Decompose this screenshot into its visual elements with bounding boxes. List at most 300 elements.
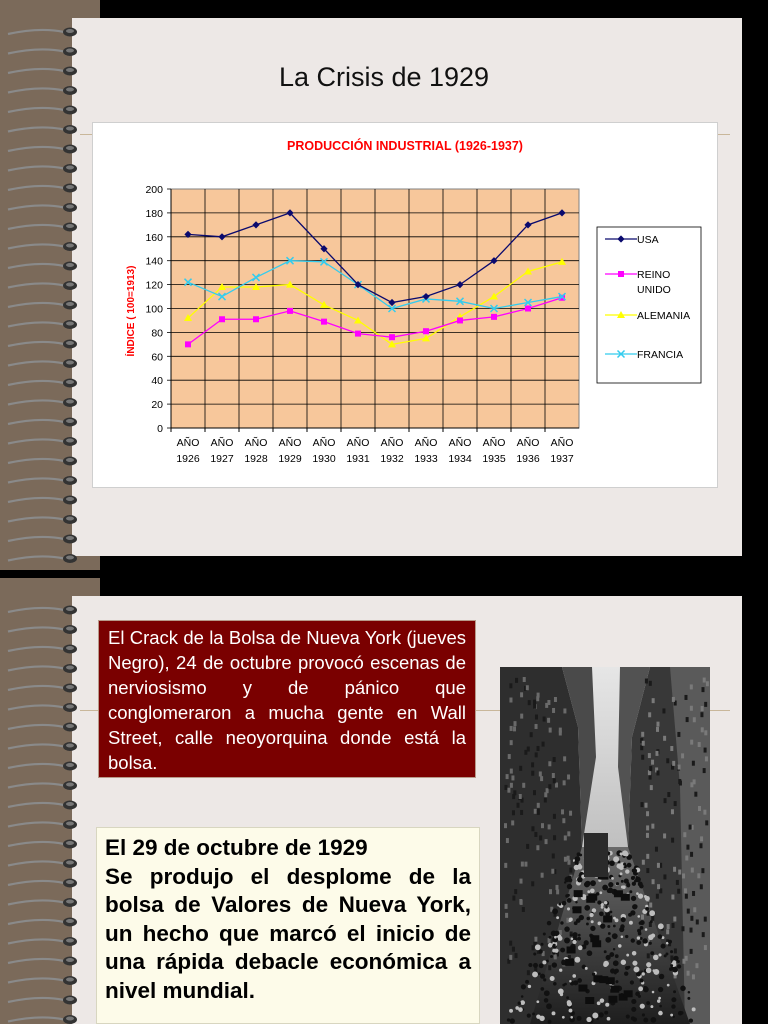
crowd-figure: [586, 917, 590, 921]
crowd-figure: [668, 940, 672, 944]
crowd-figure: [621, 936, 624, 939]
ring-hole-highlight: [66, 646, 74, 650]
building-window: [520, 692, 523, 697]
ring-hole-highlight: [66, 939, 74, 943]
crowd-figure: [539, 1016, 544, 1021]
ring-hole-highlight: [66, 958, 74, 962]
crowd-figure: [584, 905, 590, 911]
ring-hole-highlight: [66, 763, 74, 767]
crowd-figure: [621, 917, 626, 922]
crowd-figure: [631, 896, 636, 901]
ring-hole-highlight: [66, 146, 74, 150]
building-window: [640, 745, 643, 750]
building-window: [519, 899, 522, 904]
crowd-figure: [629, 890, 632, 893]
spiral-ring: [8, 322, 64, 326]
crowd-figure: [658, 934, 663, 939]
crowd-figure: [560, 993, 563, 996]
crowd-figure: [600, 998, 605, 1003]
data-point-reino-unido: [219, 316, 225, 322]
building-window: [703, 768, 706, 773]
crowd-figure: [560, 921, 563, 924]
building-window: [551, 869, 554, 874]
building-window: [545, 703, 548, 708]
building-window: [553, 778, 556, 783]
crowd-figure: [550, 955, 553, 958]
crowd-figure: [645, 907, 649, 911]
ring-hole-highlight: [66, 29, 74, 33]
building-window: [534, 937, 537, 942]
building-window: [673, 867, 676, 872]
building-window: [693, 717, 696, 722]
y-axis-label: ÍNDICE ( 100=1913): [126, 265, 137, 357]
crowd-figure: [532, 1012, 535, 1015]
spiral-ring: [8, 861, 64, 865]
building-window: [690, 684, 693, 689]
building-window: [663, 736, 666, 741]
building-window: [674, 948, 677, 953]
crowd-figure: [631, 1007, 636, 1012]
building-window: [522, 783, 525, 788]
spiral-ring: [8, 186, 64, 190]
building-window: [552, 853, 555, 858]
spiral-ring: [8, 439, 64, 443]
spiral-ring: [8, 647, 64, 651]
data-point-reino-unido: [491, 314, 497, 320]
crowd-figure: [570, 934, 572, 936]
spiral-ring: [8, 783, 64, 787]
crowd-figure: [623, 863, 626, 866]
crowd-figure: [627, 863, 632, 868]
legend-label: REINO: [637, 269, 671, 281]
october-29-heading: El 29 de octubre de 1929: [105, 835, 368, 860]
building-window: [552, 708, 555, 713]
crowd-figure: [552, 908, 558, 914]
crowd-figure: [622, 850, 628, 856]
building-window: [555, 885, 558, 890]
building-window: [664, 798, 667, 803]
crowd-figure: [636, 892, 639, 895]
crowd-figure: [613, 948, 615, 950]
building-window: [548, 824, 551, 829]
building-window: [642, 860, 645, 865]
crowd-figure: [631, 1016, 635, 1020]
building-window: [530, 732, 533, 737]
building-window: [690, 852, 693, 857]
crowd-figure: [615, 980, 618, 983]
building-window: [700, 884, 703, 889]
crowd-figure: [658, 997, 661, 1000]
spiral-ring: [8, 900, 64, 904]
building-window: [552, 773, 555, 778]
crowd-figure: [544, 990, 550, 996]
building-window: [554, 954, 557, 959]
crowd-figure: [640, 979, 644, 983]
building-window: [689, 825, 692, 830]
crowd-figure: [607, 925, 610, 928]
crowd-figure: [613, 856, 619, 862]
building-window: [704, 702, 707, 707]
line-chart: [93, 123, 717, 487]
ring-hole-highlight: [66, 478, 74, 482]
x-tick-label: 1926: [176, 453, 200, 465]
data-point-reino-unido: [321, 319, 327, 325]
building-window: [691, 868, 694, 873]
building-window: [509, 955, 512, 960]
spiral-ring: [8, 1017, 64, 1021]
building-window: [519, 794, 522, 799]
crowd-figure: [576, 918, 581, 923]
building-window: [686, 845, 689, 850]
building-window: [553, 757, 556, 762]
building-window: [672, 697, 675, 702]
crowd-figure: [620, 872, 623, 875]
crowd-figure: [646, 962, 651, 967]
crowd-figure: [677, 964, 681, 968]
building-window: [649, 903, 652, 908]
building-window: [545, 839, 548, 844]
building-window: [531, 881, 534, 886]
crowd-figure: [670, 950, 673, 953]
crowd-figure: [637, 915, 640, 918]
crowd-figure: [653, 955, 659, 961]
crowd-figure: [600, 923, 605, 928]
crowd-figure: [687, 997, 690, 1000]
crowd-figure: [661, 944, 666, 949]
crowd-figure: [586, 923, 589, 926]
building-window: [528, 700, 531, 705]
ring-hole-highlight: [66, 361, 74, 365]
building-window: [645, 803, 648, 808]
building-window: [539, 835, 542, 840]
building-window: [513, 790, 516, 795]
spiral-ring: [8, 147, 64, 151]
y-tick-label: 140: [145, 255, 163, 268]
crowd-figure: [666, 953, 669, 956]
crowd-figure: [640, 926, 644, 930]
crowd-figure: [632, 869, 636, 873]
ring-hole-highlight: [66, 978, 74, 982]
crowd-figure: [578, 934, 581, 937]
building-window: [650, 785, 653, 790]
building-window: [542, 742, 545, 747]
building-window: [541, 873, 544, 878]
street-structure: [584, 833, 608, 877]
building-window: [563, 708, 566, 713]
building-window: [701, 706, 704, 711]
crowd-figure: [528, 963, 532, 967]
building-window: [677, 889, 680, 894]
building-window: [510, 783, 513, 788]
building-window: [516, 803, 519, 808]
spiral-ring: [8, 361, 64, 365]
crowd-figure: [565, 894, 569, 898]
crowd-figure: [590, 926, 595, 931]
building-window: [510, 726, 513, 731]
building-window: [699, 843, 702, 848]
building-window: [513, 721, 516, 726]
crowd-figure: [518, 1002, 521, 1005]
crowd-figure: [653, 969, 656, 972]
ring-hole-highlight: [66, 822, 74, 826]
crowd-figure: [540, 987, 544, 991]
crowd-figure: [548, 943, 553, 948]
building-window: [523, 677, 526, 682]
building-window: [690, 928, 693, 933]
building-window: [646, 811, 649, 816]
ring-hole-highlight: [66, 127, 74, 131]
building-window: [531, 762, 534, 767]
building-window: [642, 741, 645, 746]
crowd-figure: [626, 1014, 630, 1018]
crowd-figure: [651, 1017, 657, 1023]
building-window: [537, 803, 540, 808]
building-window: [513, 726, 516, 731]
building-window: [534, 967, 537, 972]
building-window: [544, 798, 547, 803]
ring-hole-highlight: [66, 841, 74, 845]
spiral-ring: [8, 517, 64, 521]
building-window: [690, 740, 693, 745]
crowd-figure: [569, 1009, 573, 1013]
crowd-figure: [539, 963, 544, 968]
crowd-figure: [642, 1013, 645, 1016]
crowd-figure: [628, 913, 632, 917]
building-window: [700, 712, 703, 717]
car: [585, 997, 594, 1004]
crowd-figure: [577, 937, 581, 941]
crowd-figure: [688, 991, 691, 994]
crowd-figure: [630, 980, 634, 984]
building-window: [681, 753, 684, 758]
building-window: [652, 879, 655, 884]
building-window: [701, 727, 704, 732]
crowd-figure: [553, 944, 556, 947]
building-window: [533, 700, 536, 705]
crowd-figure: [632, 876, 635, 879]
crowd-figure: [650, 1005, 653, 1008]
x-tick-label: AÑO: [482, 437, 506, 449]
spiral-ring: [8, 49, 64, 53]
crowd-figure: [650, 920, 653, 923]
october-29-box: [96, 827, 480, 1024]
ring-hole-highlight: [66, 517, 74, 521]
crowd-figure: [571, 937, 574, 940]
building-window: [549, 889, 552, 894]
crowd-figure: [564, 938, 570, 944]
building-window: [532, 945, 535, 950]
x-tick-label: AÑO: [414, 437, 438, 449]
building-window: [535, 715, 538, 720]
building-window: [526, 844, 529, 849]
crowd-figure: [532, 972, 538, 978]
building-window: [553, 835, 556, 840]
crowd-figure: [672, 967, 678, 973]
ring-hole-highlight: [66, 322, 74, 326]
building-window: [514, 889, 517, 894]
crowd-figure: [572, 940, 576, 944]
building-window: [646, 868, 649, 873]
crowd-figure: [677, 960, 680, 963]
crowd-figure: [645, 896, 650, 901]
data-point-reino-unido: [457, 317, 463, 323]
crowd-figure: [604, 901, 607, 904]
crowd-figure: [667, 984, 670, 987]
building-window: [535, 724, 538, 729]
car: [586, 896, 595, 903]
building-window: [567, 831, 570, 836]
crowd-figure: [525, 980, 529, 984]
spiral-ring: [8, 537, 64, 541]
car: [567, 946, 576, 953]
spiral-ring: [8, 939, 64, 943]
crowd-figure: [552, 962, 557, 967]
building-window: [694, 792, 697, 797]
crowd-figure: [612, 933, 618, 939]
crack-description-text: El Crack de la Bolsa de Nueva York (jueves Negro), 24 de octubre provocó escenas de nerviosismo y de pánico que conglomeraron a mucha gente en Wall Street, calle neoyorquina donde está la bolsa.: [108, 627, 466, 773]
crowd-figure: [558, 903, 561, 906]
crowd-figure: [590, 880, 596, 886]
building-window: [563, 780, 566, 785]
building-window: [510, 769, 513, 774]
building-window: [524, 862, 527, 867]
building-window: [663, 833, 666, 838]
crowd-figure: [658, 923, 664, 929]
crowd-figure: [560, 948, 565, 953]
building-window: [531, 771, 534, 776]
crowd-figure: [587, 890, 590, 893]
building-window: [510, 740, 513, 745]
crowd-figure: [572, 974, 576, 978]
building-window: [512, 810, 515, 815]
y-tick-label: 100: [145, 303, 163, 316]
crowd-figure: [621, 960, 626, 965]
building-window: [509, 683, 512, 688]
building-window: [652, 698, 655, 703]
building-window: [704, 730, 707, 735]
building-window: [672, 761, 675, 766]
building-window: [506, 838, 509, 843]
building-window: [656, 722, 659, 727]
crowd-figure: [543, 932, 546, 935]
crowd-figure: [587, 950, 593, 956]
crowd-figure: [638, 995, 641, 998]
building-window: [515, 953, 518, 958]
ring-hole-highlight: [66, 900, 74, 904]
building-window: [559, 731, 562, 736]
building-window: [535, 752, 538, 757]
building-window: [678, 870, 681, 875]
spiral-ring: [8, 608, 64, 612]
crowd-figure: [626, 883, 630, 887]
building-window: [682, 873, 685, 878]
y-tick-label: 160: [145, 231, 163, 244]
data-point-reino-unido: [389, 334, 395, 340]
building-window: [512, 896, 515, 901]
building-window: [645, 679, 648, 684]
crowd-figure: [610, 911, 613, 914]
crowd-figure: [564, 926, 569, 931]
crowd-figure: [618, 944, 622, 948]
crowd-figure: [554, 936, 557, 939]
y-tick-label: 0: [157, 423, 163, 435]
building-window: [505, 904, 508, 909]
building-window: [696, 919, 699, 924]
x-tick-label: 1934: [448, 453, 472, 465]
ring-hole-highlight: [66, 400, 74, 404]
y-tick-label: 80: [151, 327, 163, 340]
ring-hole-highlight: [66, 1017, 74, 1021]
crowd-figure: [572, 932, 577, 937]
crowd-figure: [631, 938, 635, 942]
crowd-figure: [636, 940, 641, 945]
october-29-text: Se produjo el desplome de la bolsa de Valores de Nueva York, un hecho que marcó el inicio de una rápida debacle económica a nivel mundial.: [105, 863, 471, 1003]
building-window: [509, 941, 512, 946]
building-window: [646, 854, 649, 859]
slide-title: La Crisis de 1929: [278, 62, 490, 92]
building-window: [522, 907, 525, 912]
crowd-figure: [521, 984, 526, 989]
crowd-figure: [599, 911, 604, 916]
crowd-figure: [592, 1012, 598, 1018]
crowd-figure: [624, 971, 628, 975]
building-window: [563, 756, 566, 761]
crowd-figure: [637, 936, 640, 939]
building-window: [548, 965, 551, 970]
crowd-figure: [564, 877, 569, 882]
ring-hole-highlight: [66, 205, 74, 209]
spiral-ring: [8, 498, 64, 502]
building-window: [511, 820, 514, 825]
crowd-figure: [692, 1007, 696, 1011]
crowd-figure: [634, 880, 637, 883]
ring-hole-highlight: [66, 783, 74, 787]
building-window: [509, 698, 512, 703]
building-window: [531, 826, 534, 831]
spiral-ring: [8, 686, 64, 690]
building-window: [703, 810, 706, 815]
crowd-figure: [578, 945, 583, 950]
building-window: [504, 863, 507, 868]
ring-hole-highlight: [66, 49, 74, 53]
ring-hole-highlight: [66, 341, 74, 345]
crowd-figure: [556, 916, 559, 919]
crowd-figure: [533, 953, 536, 956]
building-window: [651, 760, 654, 765]
x-tick-label: 1928: [244, 453, 268, 465]
ring-hole-highlight: [66, 536, 74, 540]
crowd-figure: [622, 885, 626, 889]
spiral-ring: [8, 342, 64, 346]
building-window: [674, 801, 677, 806]
building-window: [692, 891, 695, 896]
car: [578, 985, 587, 992]
crowd-figure: [543, 978, 546, 981]
crowd-figure: [620, 924, 624, 928]
crowd-figure: [542, 960, 546, 964]
building-window: [662, 708, 665, 713]
building-window: [683, 832, 686, 837]
crowd-figure: [539, 949, 543, 953]
building-window: [511, 775, 514, 780]
crowd-figure: [613, 925, 616, 928]
ring-hole-highlight: [66, 744, 74, 748]
ring-hole-highlight: [66, 107, 74, 111]
data-point-reino-unido: [287, 308, 293, 314]
crowd-figure: [632, 961, 637, 966]
spiral-ring: [8, 881, 64, 885]
crowd-figure: [586, 1017, 591, 1022]
